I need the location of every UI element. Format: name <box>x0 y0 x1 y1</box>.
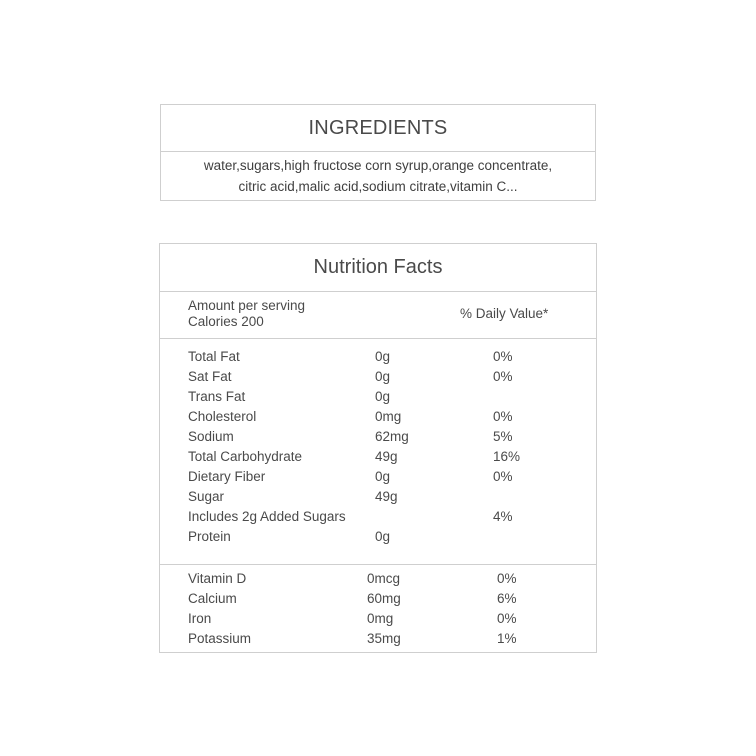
vitamin-row <box>160 609 596 629</box>
nutrient-dv: 16% <box>493 449 521 464</box>
nutrient-name: Sugar <box>188 489 225 504</box>
nutrient-amount: 0g <box>375 469 391 484</box>
vitamin-name: Calcium <box>188 591 237 606</box>
nutrition-title: Nutrition Facts <box>160 244 596 292</box>
nutrient-amount: 62mg <box>375 429 409 444</box>
nutrient-dv: 0% <box>493 369 513 384</box>
vitamin-name: Iron <box>188 611 212 626</box>
nutrient-row <box>160 427 596 447</box>
daily-value-header: % Daily Value* <box>460 306 549 321</box>
nutrient-name: Cholesterol <box>188 409 257 424</box>
vitamin-name: Vitamin D <box>188 571 247 586</box>
nutrient-name: Sodium <box>188 429 234 444</box>
serving-info <box>160 292 596 339</box>
amount-per-serving-label: Amount per serving <box>188 298 306 313</box>
vitamin-row <box>160 629 596 649</box>
ingredients-line-2: citric acid,malic acid,sodium citrate,vitamin C... <box>238 179 518 194</box>
nutrient-row <box>160 527 596 547</box>
vitamin-dv: 0% <box>497 611 517 626</box>
nutrient-dv: 0% <box>493 409 513 424</box>
nutrient-name: Total Fat <box>188 349 240 364</box>
vitamin-row <box>160 589 596 609</box>
nutrient-name: Trans Fat <box>188 389 246 404</box>
nutrient-amount: 0g <box>375 369 391 384</box>
vitamin-dv: 6% <box>497 591 517 606</box>
nutrient-name: Total Carbohydrate <box>188 449 303 464</box>
nutrient-dv: 5% <box>493 429 513 444</box>
vitamin-amount: 35mg <box>367 631 401 646</box>
vitamin-amount: 0mg <box>367 611 394 626</box>
nutrient-dv: 0% <box>493 469 513 484</box>
nutrient-dv: 4% <box>493 509 513 524</box>
nutrient-amount: 0mg <box>375 409 402 424</box>
nutrient-name: Sat Fat <box>188 369 232 384</box>
nutrient-table <box>160 339 596 565</box>
vitamin-table <box>160 565 596 653</box>
nutrient-row <box>160 367 596 387</box>
ingredients-panel <box>160 104 596 201</box>
calories-value: Calories 200 <box>188 314 264 329</box>
nutrient-row <box>160 507 596 527</box>
nutrition-facts-panel <box>159 243 597 653</box>
nutrient-name: Includes 2g Added Sugars <box>188 509 346 524</box>
nutrient-amount: 0g <box>375 349 391 364</box>
ingredients-list <box>161 152 595 197</box>
nutrient-row <box>160 387 596 407</box>
nutrient-amount: 0g <box>375 389 391 404</box>
nutrient-row <box>160 407 596 427</box>
ingredients-line-1: water,sugars,high fructose corn syrup,orange concentrate, <box>203 158 553 173</box>
nutrient-name: Protein <box>188 529 231 544</box>
vitamin-amount: 60mg <box>367 591 401 606</box>
nutrient-row <box>160 487 596 507</box>
nutrient-amount: 0g <box>375 529 391 544</box>
vitamin-name: Potassium <box>188 631 252 646</box>
serving-amount <box>188 298 305 330</box>
nutrient-row <box>160 467 596 487</box>
vitamin-dv: 1% <box>497 631 517 646</box>
ingredients-title: INGREDIENTS <box>161 105 595 152</box>
vitamin-dv: 0% <box>497 571 517 586</box>
nutrient-row <box>160 447 596 467</box>
nutrient-row <box>160 347 596 367</box>
vitamin-row <box>160 569 596 589</box>
nutrient-amount: 49g <box>375 449 398 464</box>
vitamin-amount: 0mcg <box>367 571 401 586</box>
nutrient-name: Dietary Fiber <box>188 469 266 484</box>
nutrient-dv: 0% <box>493 349 513 364</box>
nutrient-amount: 49g <box>375 489 398 504</box>
